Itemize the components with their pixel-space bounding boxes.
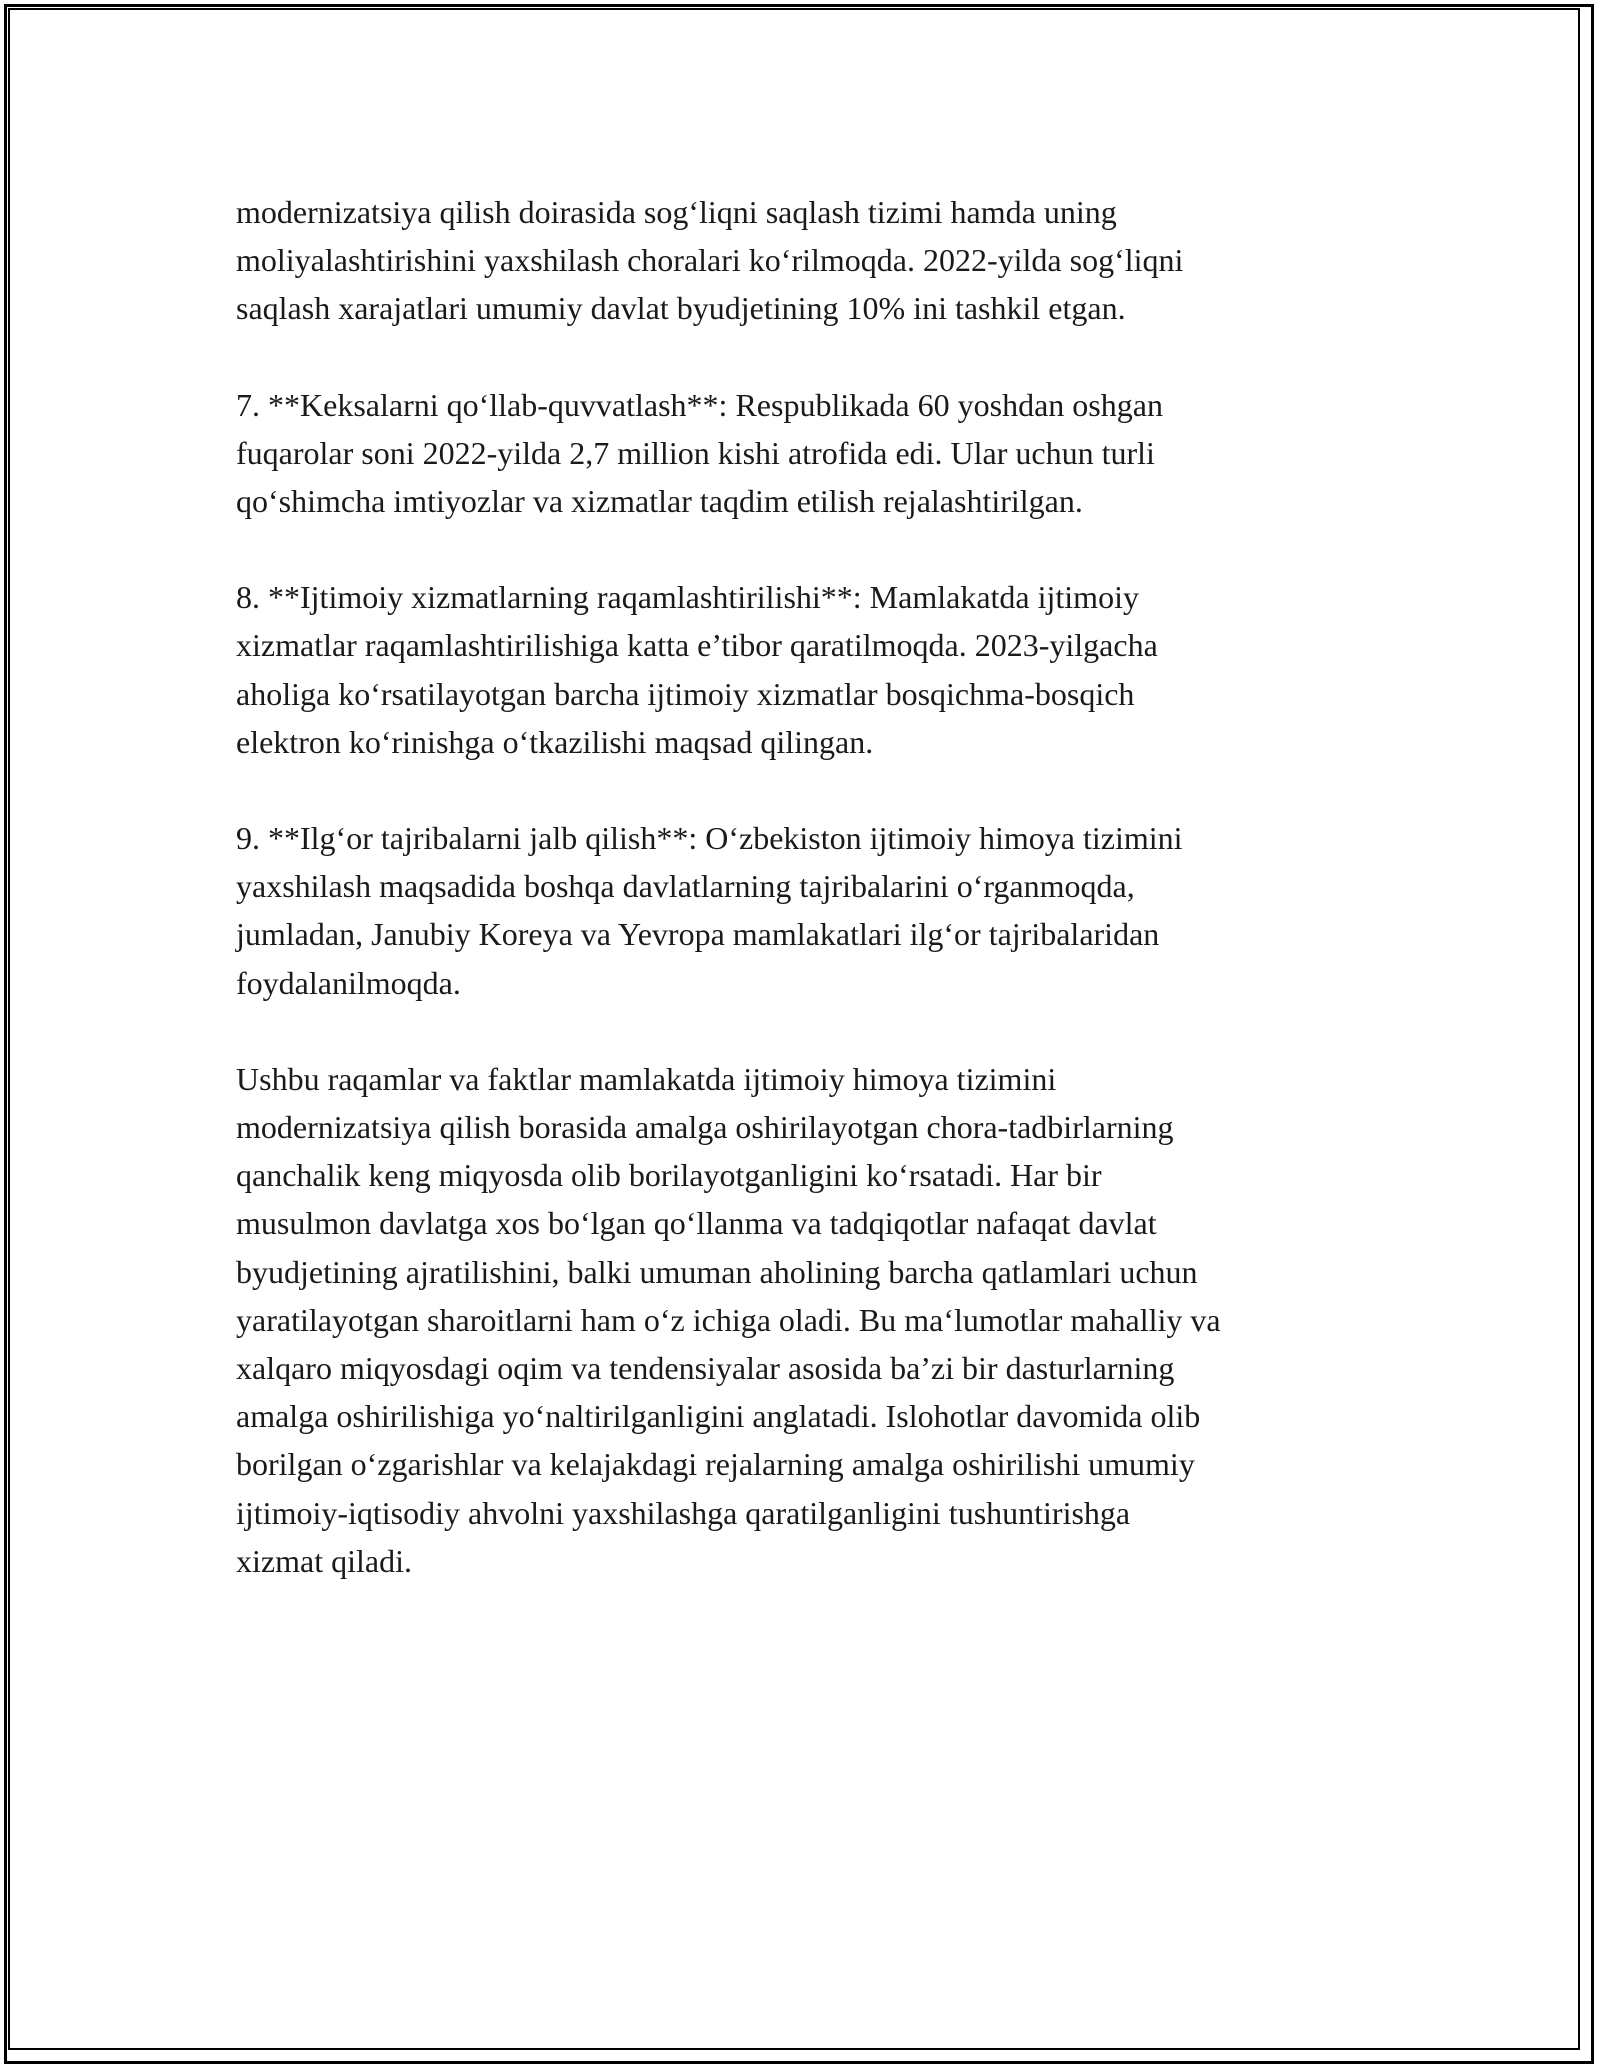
text-line: foydalanilmoqda. (236, 964, 461, 1001)
text-line: qanchalik keng miqyosda olib borilayotganligini ko‘rsatadi. Har bir (236, 1157, 1102, 1194)
text-line: 9. **Ilg‘or tajribalarni jalb qilish**: O‘zbekiston ijtimoiy himoya tizimini (236, 820, 1183, 857)
paragraph-conclusion (236, 1055, 1386, 1585)
paragraph-item-9 (236, 814, 1386, 1007)
text-line: qo‘shimcha imtiyozlar va xizmatlar taqdim etilish rejalashtirilgan. (236, 483, 1083, 520)
text-line: moliyalashtirishini yaxshilash choralari ko‘rilmoqda. 2022-yilda sog‘liqni (236, 242, 1184, 279)
document-body (236, 188, 1386, 1633)
text-line: yaratilayotgan sharoitlarni ham o‘z ichiga oladi. Bu ma‘lumotlar mahalliy va (236, 1301, 1221, 1338)
text-line: byudjetining ajratilishini, balki umuman aholining barcha qatlamlari uchun (236, 1253, 1198, 1290)
text-line: jumladan, Janubiy Koreya va Yevropa mamlakatlari ilg‘or tajribalaridan (236, 916, 1160, 953)
text-line: Ushbu raqamlar va faktlar mamlakatda ijtimoiy himoya tizimini (236, 1060, 1057, 1097)
text-line: 7. **Keksalarni qo‘llab-quvvatlash**: Respublikada 60 yoshdan oshgan (236, 386, 1163, 423)
text-line: saqlash xarajatlari umumiy davlat byudjetining 10% ini tashkil etgan. (236, 290, 1126, 327)
text-line: ijtimoiy-iqtisodiy ahvolni yaxshilashga qaratilganligini tushuntirishga (236, 1494, 1131, 1531)
paragraph-healthcare (236, 188, 1386, 333)
text-line: modernizatsiya qilish borasida amalga oshirilayotgan chora-tadbirlarning (236, 1109, 1174, 1146)
text-line: amalga oshirilishiga yo‘naltirilganligini anglatadi. Islohotlar davomida olib (236, 1398, 1201, 1435)
text-line: aholiga ko‘rsatilayotgan barcha ijtimoiy xizmatlar bosqichma-bosqich (236, 675, 1135, 712)
text-line: yaxshilash maqsadida boshqa davlatlarning tajribalarini o‘rganmoqda, (236, 868, 1135, 905)
text-line: musulmon davlatga xos bo‘lgan qo‘llanma va tadqiqotlar nafaqat davlat (236, 1205, 1157, 1242)
text-line: modernizatsiya qilish doirasida sog‘liqni saqlash tizimi hamda uning (236, 194, 1117, 230)
text-line: xizmat qiladi. (236, 1542, 412, 1579)
paragraph-item-8 (236, 573, 1386, 766)
text-line: xalqaro miqyosdagi oqim va tendensiyalar asosida ba’zi bir dasturlarning (236, 1350, 1175, 1387)
text-line: xizmatlar raqamlashtirilishiga katta e’tibor qaratilmoqda. 2023-yilgacha (236, 627, 1158, 664)
paragraph-item-7 (236, 381, 1386, 526)
text-line: elektron ko‘rinishga o‘tkazilishi maqsad qilingan. (236, 723, 874, 760)
text-line: borilgan o‘zgarishlar va kelajakdagi rejalarning amalga oshirilishi umumiy (236, 1446, 1195, 1483)
text-line: fuqarolar soni 2022-yilda 2,7 million kishi atrofida edi. Ular uchun turli (236, 434, 1155, 471)
text-line: 8. **Ijtimoiy xizmatlarning raqamlashtirilishi**: Mamlakatda ijtimoiy (236, 579, 1139, 616)
